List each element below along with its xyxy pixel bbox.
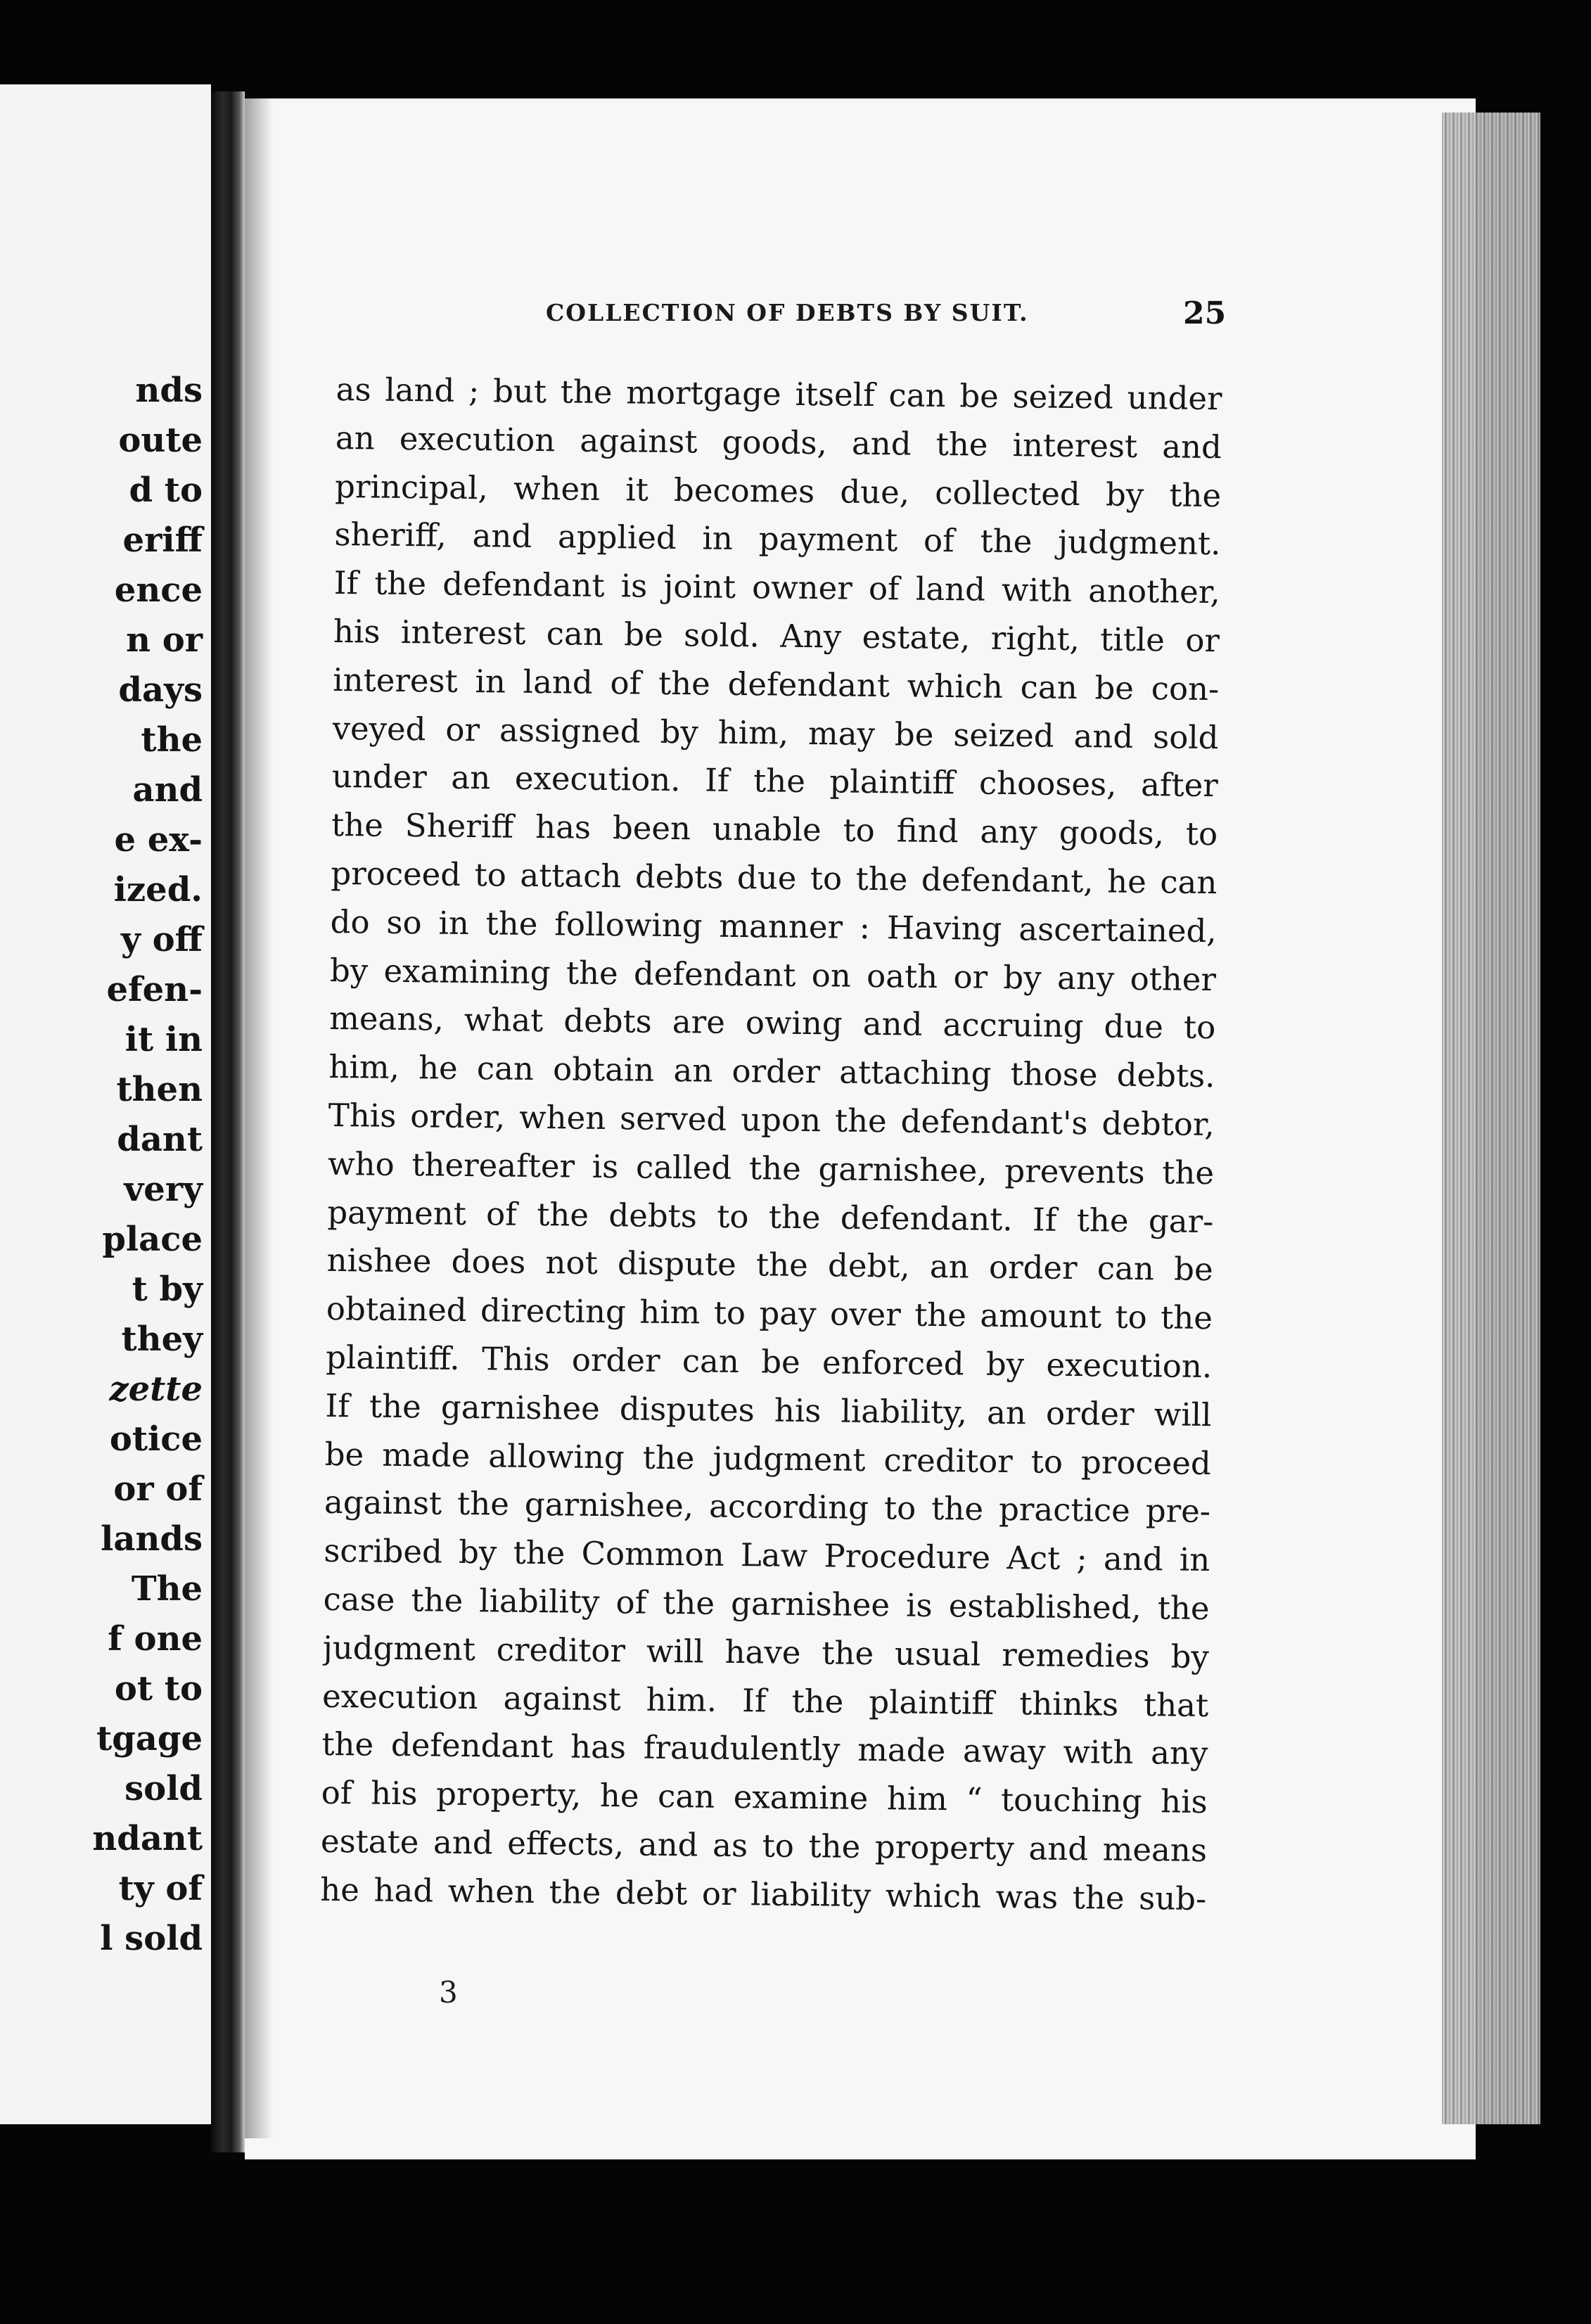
background-edge	[1540, 113, 1591, 2124]
left-page-line: place	[102, 1220, 203, 1259]
gutter-shadow	[245, 98, 273, 2138]
body-line: sheriff, and applied in payment of the judgment.	[334, 516, 1221, 563]
body-line: principal, when it becomes due, collected by the	[334, 467, 1222, 514]
left-page-line: the	[141, 720, 203, 760]
left-page-line: they	[121, 1320, 203, 1359]
book-gutter	[211, 91, 245, 2152]
left-page-line: and	[132, 770, 203, 810]
body-line: as land ; but the mortgage itself can be seized under	[336, 370, 1222, 418]
body-line: payment of the debts to the defendant. If the gar-	[327, 1193, 1214, 1240]
left-page-line: it in	[124, 1020, 203, 1059]
body-line: plaintiff. This order can be enforced by execution.	[325, 1338, 1213, 1386]
left-page-line: e ex-	[114, 820, 203, 860]
left-page-line: ot to	[114, 1669, 203, 1709]
left-page-line: lands	[101, 1519, 203, 1559]
body-line: him, he can obtain an order attaching those debts.	[328, 1048, 1215, 1095]
body-line: of his property, he can examine him “ touching his	[321, 1773, 1208, 1821]
left-page-line: ized.	[113, 870, 203, 909]
left-page-line: then	[116, 1070, 203, 1109]
left-page-line: f one	[108, 1619, 203, 1659]
left-page-line: oute	[118, 421, 203, 460]
running-head: COLLECTION OF DEBTS BY SUIT.	[546, 299, 1029, 326]
body-line: interest in land of the defendant which can be con-	[333, 660, 1220, 708]
body-line: case the liability of the garnishee is established, the	[323, 1580, 1210, 1628]
body-line: This order, when served upon the defendant's debtor,	[328, 1096, 1215, 1144]
left-page-line: eriff	[122, 521, 203, 560]
left-page-line: ndant	[92, 1819, 203, 1858]
left-page-line: n or	[126, 620, 203, 660]
left-page-line: d to	[129, 471, 203, 510]
body-line: nishee does not dispute the debt, an order can be	[326, 1241, 1213, 1289]
page-number: 25	[1183, 295, 1227, 331]
left-page-line: nds	[135, 371, 203, 410]
body-line: do so in the following manner : Having ascertained,	[330, 902, 1217, 950]
left-page-line: otice	[109, 1419, 203, 1459]
body-line: obtained directing him to pay over the amount to the	[326, 1290, 1213, 1337]
left-page-line: sold	[124, 1769, 203, 1808]
body-line: scribed by the Common Law Procedure Act ; and in	[324, 1532, 1210, 1579]
signature-mark: 3	[439, 1975, 458, 2010]
left-page-line: ence	[114, 570, 203, 610]
body-line: proceed to attach debts due to the defendant, he can	[331, 854, 1218, 902]
left-page-line: t by	[132, 1270, 203, 1309]
body-line: estate and effects, and as to the property and means	[320, 1822, 1208, 1869]
body-line: means, what debts are owing and accruing due to	[329, 1000, 1216, 1047]
body-line: by examining the defendant on oath or by any other	[329, 951, 1217, 998]
left-page-line: or of	[113, 1469, 203, 1509]
body-line: judgment creditor will have the usual remedies by	[322, 1628, 1210, 1675]
left-page-fragment	[0, 84, 211, 2124]
body-line: the defendant has fraudulently made away with any	[321, 1725, 1208, 1773]
left-page-line: y off	[120, 920, 203, 959]
body-line: be made allowing the judgment creditor to proceed	[324, 1435, 1212, 1482]
left-page-line: dant	[117, 1120, 203, 1159]
body-line: veyed or assigned by him, may be seized and sold	[332, 709, 1219, 756]
left-page-line: zette	[109, 1370, 203, 1409]
body-line: If the garnishee disputes his liability, an order will	[325, 1386, 1212, 1434]
left-page-line: very	[124, 1170, 203, 1209]
body-line: the Sheriff has been unable to find any goods, to	[331, 806, 1218, 853]
page-edges	[1442, 113, 1554, 2124]
left-page-line: ty of	[118, 1869, 203, 1908]
body-line: his interest can be sold. Any estate, right, title or	[333, 612, 1220, 660]
left-page-line: l sold	[100, 1919, 203, 1958]
body-line: an execution against goods, and the interest and	[335, 419, 1222, 466]
left-page-line: days	[118, 670, 203, 710]
left-page-line: efen-	[106, 970, 203, 1009]
body-text	[320, 366, 1222, 1924]
body-line: execution against him. If the plaintiff thinks that	[321, 1677, 1209, 1724]
body-line: who thereafter is called the garnishee, prevents the	[327, 1144, 1215, 1192]
body-line: under an execution. If the plaintiff chooses, after	[331, 758, 1219, 805]
left-page-text	[92, 366, 203, 1964]
body-line: he had when the debt or liability which was the sub-	[320, 1870, 1207, 1917]
left-page-line: The	[131, 1569, 203, 1609]
body-line: If the defendant is joint owner of land with another,	[333, 564, 1220, 611]
left-page-line: tgage	[96, 1719, 203, 1758]
body-line: against the garnishee, according to the practice pre-	[324, 1483, 1211, 1531]
